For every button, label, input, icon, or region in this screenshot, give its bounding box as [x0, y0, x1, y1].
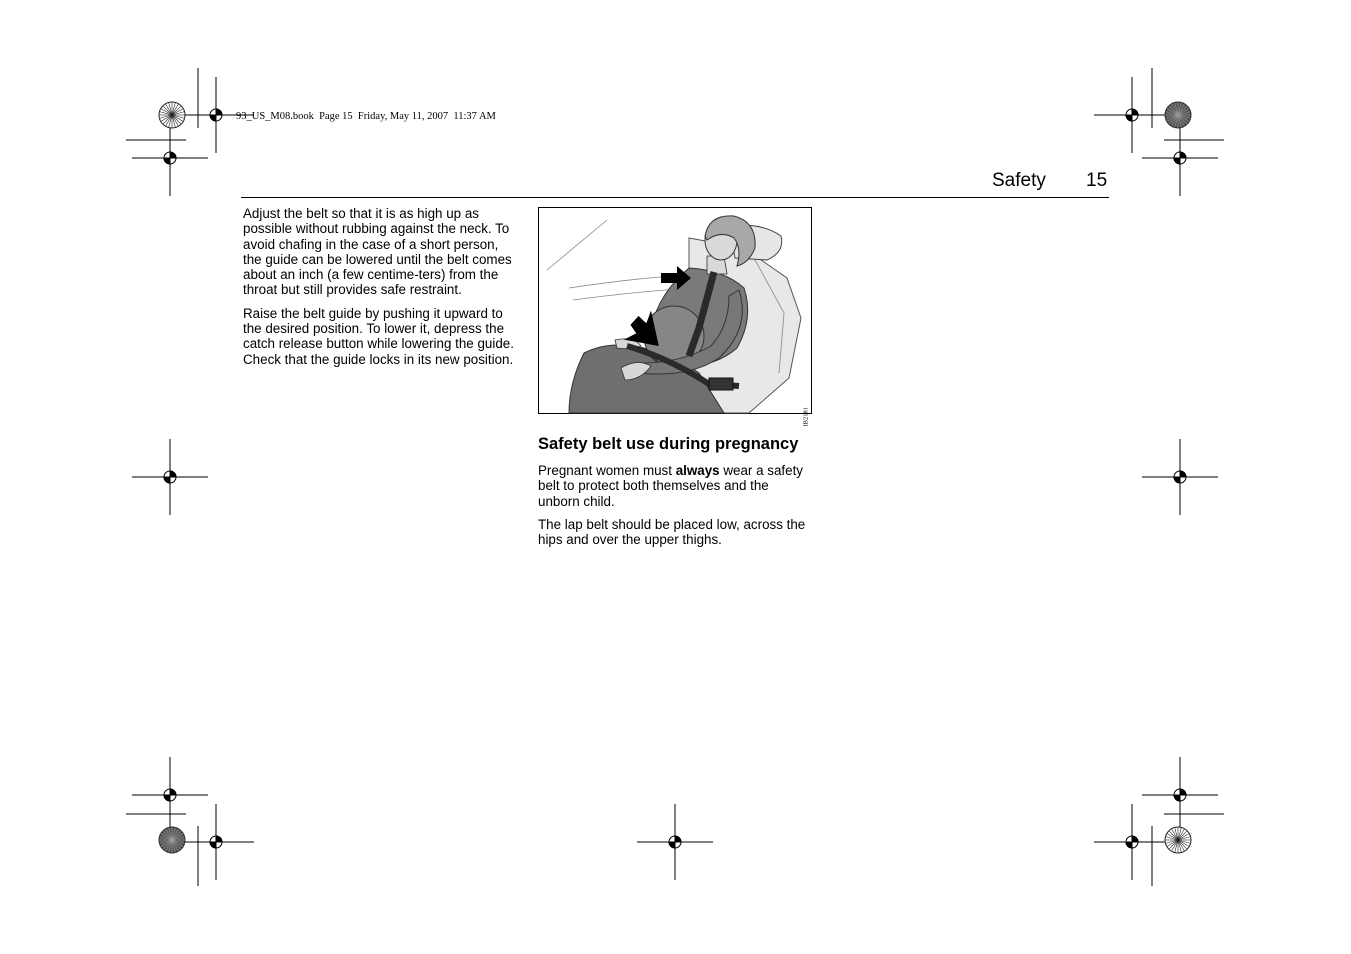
left-column [243, 206, 518, 375]
print-slug: 93_US_M08.book Page 15 Friday, May 11, 2007 11:37 AM [236, 111, 496, 122]
emphasis-always: always [675, 463, 720, 478]
paragraph-pregnancy-belt [538, 463, 813, 509]
pregnancy-heading: Safety belt use during pregnancy [538, 435, 799, 453]
paragraph-lap-belt: The lap belt should be placed low, across the hips and over the upper thighs. [538, 516, 806, 548]
page-number: 15 [1086, 170, 1108, 191]
header-rule [241, 197, 1109, 198]
section-title: Safety [992, 170, 1046, 191]
paragraph-belt-guide: Raise the belt guide by pushing it upward to the desired position. To lower it, depress the catch release button while lowering the guide. Check that the guide locks in its new position. [243, 305, 514, 367]
text-run: Pregnant women must [538, 463, 676, 478]
paragraph-belt-height: Adjust the belt so that it is as high up as possible without rubbing against the neck. To avoid chafing in the case of a short person, the guide can be lowered until the belt comes about an inch (a few centime-ters) from the throat but still provides safe restraint. [243, 206, 512, 298]
figure-code: IB2181 [802, 407, 809, 427]
pregnant-woman-seatbelt-illustration [538, 207, 812, 427]
text-run: wear a safety belt to protect both themselves and the unborn child. [538, 463, 803, 509]
pregnancy-text [538, 463, 813, 555]
